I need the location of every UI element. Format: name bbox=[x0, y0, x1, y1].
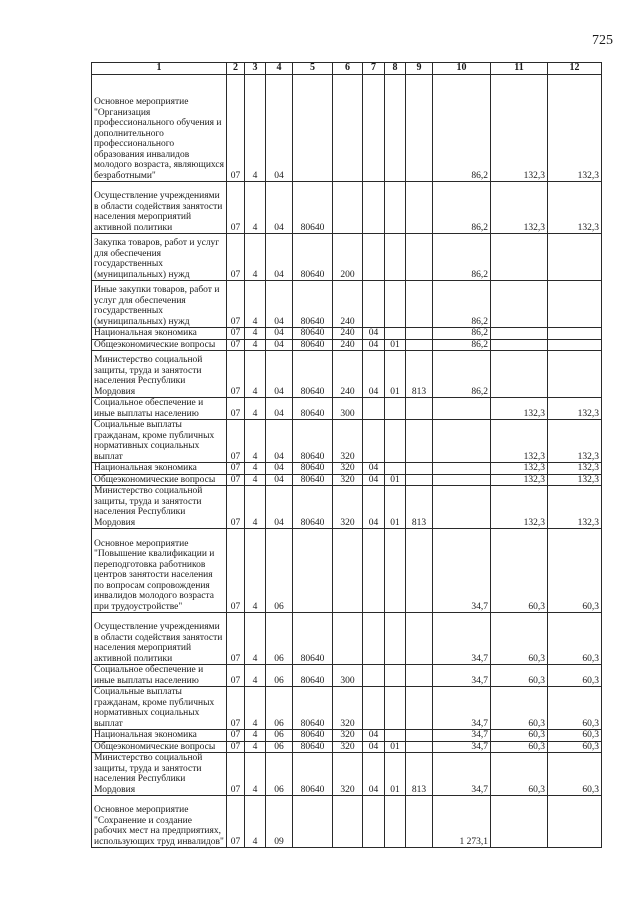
chapter-code: 07 bbox=[227, 474, 245, 486]
column-header: 2 bbox=[227, 63, 245, 75]
amount-col-12: 60,3 bbox=[548, 741, 602, 753]
amount-col-10 bbox=[433, 486, 491, 529]
amount-col-12: 132,3 bbox=[548, 474, 602, 486]
amount-col-11: 132,3 bbox=[491, 463, 548, 475]
division-code bbox=[363, 182, 385, 234]
amount-col-12: 132,3 bbox=[548, 75, 602, 182]
expense-type-code bbox=[333, 529, 363, 613]
subdivision-code bbox=[385, 613, 406, 665]
column-header: 11 bbox=[491, 63, 548, 75]
amount-col-11 bbox=[491, 234, 548, 281]
amount-col-11 bbox=[491, 351, 548, 398]
table-row bbox=[92, 730, 602, 742]
expense-type-code: 240 bbox=[333, 328, 363, 340]
division-code bbox=[363, 796, 385, 848]
expense-type-code: 320 bbox=[333, 486, 363, 529]
section-code: 4 bbox=[245, 486, 266, 529]
column-header: 12 bbox=[548, 63, 602, 75]
target-article-code: 80640 bbox=[293, 613, 333, 665]
section-code: 4 bbox=[245, 753, 266, 796]
subsection-code: 04 bbox=[266, 328, 293, 340]
amount-col-11: 132,3 bbox=[491, 474, 548, 486]
table-row bbox=[92, 741, 602, 753]
amount-col-12: 132,3 bbox=[548, 398, 602, 420]
table-row bbox=[92, 281, 602, 328]
chapter-code: 07 bbox=[227, 75, 245, 182]
amount-col-10: 1 273,1 bbox=[433, 796, 491, 848]
expense-type-code: 240 bbox=[333, 339, 363, 351]
subdivision-code bbox=[385, 730, 406, 742]
subsection-code: 06 bbox=[266, 529, 293, 613]
table-row bbox=[92, 182, 602, 234]
table-row bbox=[92, 529, 602, 613]
chapter-code: 07 bbox=[227, 687, 245, 730]
amount-col-10 bbox=[433, 463, 491, 475]
column-header: 9 bbox=[406, 63, 433, 75]
expense-type-code: 320 bbox=[333, 474, 363, 486]
row-name: Осуществление учреждениями в области содействия занятости населения мероприятий активной политики bbox=[92, 182, 227, 234]
amount-col-10 bbox=[433, 398, 491, 420]
amount-col-10 bbox=[433, 474, 491, 486]
section-code: 4 bbox=[245, 182, 266, 234]
chapter-code: 07 bbox=[227, 398, 245, 420]
amount-col-11: 60,3 bbox=[491, 753, 548, 796]
chapter-code: 07 bbox=[227, 486, 245, 529]
division-code: 04 bbox=[363, 339, 385, 351]
section-code: 4 bbox=[245, 328, 266, 340]
table-row bbox=[92, 753, 602, 796]
subsection-code: 04 bbox=[266, 339, 293, 351]
table-row bbox=[92, 665, 602, 687]
amount-col-11: 132,3 bbox=[491, 486, 548, 529]
target-article-code: 80640 bbox=[293, 420, 333, 463]
column-header: 4 bbox=[266, 63, 293, 75]
amount-col-12: 60,3 bbox=[548, 613, 602, 665]
row-name: Общеэкономические вопросы bbox=[92, 339, 227, 351]
amount-col-10: 86,2 bbox=[433, 182, 491, 234]
column-header: 10 bbox=[433, 63, 491, 75]
amount-col-10: 34,7 bbox=[433, 613, 491, 665]
row-name: Иные закупки товаров, работ и услуг для обеспечения государственных (муниципальных) нужд bbox=[92, 281, 227, 328]
division-code bbox=[363, 613, 385, 665]
chapter-code: 07 bbox=[227, 665, 245, 687]
row-name: Общеэкономические вопросы bbox=[92, 741, 227, 753]
target-article-code: 80640 bbox=[293, 730, 333, 742]
subdivision-code bbox=[385, 463, 406, 475]
target-article-code: 80640 bbox=[293, 328, 333, 340]
table-row bbox=[92, 328, 602, 340]
chapter-code: 07 bbox=[227, 328, 245, 340]
subsection-code: 04 bbox=[266, 234, 293, 281]
subdivision-code bbox=[385, 328, 406, 340]
section-code: 4 bbox=[245, 420, 266, 463]
amount-col-11: 132,3 bbox=[491, 75, 548, 182]
section-code: 4 bbox=[245, 339, 266, 351]
expense-type-code: 320 bbox=[333, 753, 363, 796]
row-name: Национальная экономика bbox=[92, 328, 227, 340]
amount-col-12 bbox=[548, 328, 602, 340]
section-code: 4 bbox=[245, 687, 266, 730]
amount-col-10: 34,7 bbox=[433, 687, 491, 730]
expense-type-code bbox=[333, 182, 363, 234]
amount-col-12: 60,3 bbox=[548, 753, 602, 796]
section-code: 4 bbox=[245, 730, 266, 742]
subdivision-code bbox=[385, 796, 406, 848]
division-code: 04 bbox=[363, 474, 385, 486]
ministry-code bbox=[406, 463, 433, 475]
section-code: 4 bbox=[245, 796, 266, 848]
division-code bbox=[363, 281, 385, 328]
table-row bbox=[92, 687, 602, 730]
amount-col-10: 86,2 bbox=[433, 234, 491, 281]
target-article-code: 80640 bbox=[293, 351, 333, 398]
ministry-code bbox=[406, 75, 433, 182]
amount-col-11: 60,3 bbox=[491, 687, 548, 730]
division-code: 04 bbox=[363, 753, 385, 796]
ministry-code bbox=[406, 730, 433, 742]
chapter-code: 07 bbox=[227, 796, 245, 848]
subdivision-code: 01 bbox=[385, 741, 406, 753]
column-header: 1 bbox=[92, 63, 227, 75]
row-name: Закупка товаров, работ и услуг для обеспечения государственных (муниципальных) нужд bbox=[92, 234, 227, 281]
row-name: Общеэкономические вопросы bbox=[92, 474, 227, 486]
subsection-code: 04 bbox=[266, 463, 293, 475]
subdivision-code bbox=[385, 420, 406, 463]
subdivision-code bbox=[385, 75, 406, 182]
amount-col-11: 60,3 bbox=[491, 741, 548, 753]
budget-table bbox=[91, 62, 602, 848]
subsection-code: 06 bbox=[266, 665, 293, 687]
amount-col-12: 60,3 bbox=[548, 529, 602, 613]
ministry-code bbox=[406, 234, 433, 281]
amount-col-11 bbox=[491, 796, 548, 848]
amount-col-10: 86,2 bbox=[433, 281, 491, 328]
chapter-code: 07 bbox=[227, 463, 245, 475]
amount-col-12: 60,3 bbox=[548, 730, 602, 742]
amount-col-11: 132,3 bbox=[491, 398, 548, 420]
target-article-code bbox=[293, 529, 333, 613]
section-code: 4 bbox=[245, 741, 266, 753]
subdivision-code bbox=[385, 529, 406, 613]
subdivision-code bbox=[385, 281, 406, 328]
amount-col-10: 34,7 bbox=[433, 665, 491, 687]
subsection-code: 04 bbox=[266, 75, 293, 182]
subdivision-code: 01 bbox=[385, 351, 406, 398]
ministry-code bbox=[406, 613, 433, 665]
column-header: 3 bbox=[245, 63, 266, 75]
table-row bbox=[92, 486, 602, 529]
subsection-code: 06 bbox=[266, 730, 293, 742]
ministry-code bbox=[406, 687, 433, 730]
page-number: 725 bbox=[592, 33, 613, 48]
ministry-code bbox=[406, 474, 433, 486]
division-code bbox=[363, 234, 385, 281]
subsection-code: 04 bbox=[266, 486, 293, 529]
subsection-code: 06 bbox=[266, 741, 293, 753]
amount-col-11: 60,3 bbox=[491, 613, 548, 665]
amount-col-12: 132,3 bbox=[548, 486, 602, 529]
amount-col-11: 60,3 bbox=[491, 730, 548, 742]
section-code: 4 bbox=[245, 474, 266, 486]
subdivision-code bbox=[385, 182, 406, 234]
chapter-code: 07 bbox=[227, 182, 245, 234]
subdivision-code: 01 bbox=[385, 486, 406, 529]
amount-col-10: 86,2 bbox=[433, 351, 491, 398]
amount-col-10: 86,2 bbox=[433, 75, 491, 182]
subsection-code: 04 bbox=[266, 474, 293, 486]
ministry-code bbox=[406, 339, 433, 351]
division-code: 04 bbox=[363, 741, 385, 753]
division-code bbox=[363, 75, 385, 182]
amount-col-12: 132,3 bbox=[548, 182, 602, 234]
table-body bbox=[92, 75, 602, 848]
chapter-code: 07 bbox=[227, 753, 245, 796]
chapter-code: 07 bbox=[227, 741, 245, 753]
row-name: Национальная экономика bbox=[92, 463, 227, 475]
amount-col-12 bbox=[548, 281, 602, 328]
division-code bbox=[363, 420, 385, 463]
division-code bbox=[363, 529, 385, 613]
column-header: 6 bbox=[333, 63, 363, 75]
division-code: 04 bbox=[363, 730, 385, 742]
ministry-code: 813 bbox=[406, 486, 433, 529]
target-article-code: 80640 bbox=[293, 753, 333, 796]
section-code: 4 bbox=[245, 463, 266, 475]
ministry-code bbox=[406, 420, 433, 463]
amount-col-11: 132,3 bbox=[491, 420, 548, 463]
amount-col-12 bbox=[548, 339, 602, 351]
expense-type-code: 320 bbox=[333, 741, 363, 753]
section-code: 4 bbox=[245, 529, 266, 613]
section-code: 4 bbox=[245, 281, 266, 328]
target-article-code: 80640 bbox=[293, 741, 333, 753]
row-name: Социальные выплаты гражданам, кроме публичных нормативных социальных выплат bbox=[92, 687, 227, 730]
target-article-code: 80640 bbox=[293, 687, 333, 730]
table-header-row bbox=[92, 63, 602, 75]
division-code bbox=[363, 687, 385, 730]
row-name: Министерство социальной защиты, труда и занятости населения Республики Мордовия bbox=[92, 351, 227, 398]
amount-col-11: 132,3 bbox=[491, 182, 548, 234]
target-article-code bbox=[293, 796, 333, 848]
section-code: 4 bbox=[245, 665, 266, 687]
subdivision-code bbox=[385, 398, 406, 420]
ministry-code bbox=[406, 281, 433, 328]
chapter-code: 07 bbox=[227, 339, 245, 351]
subsection-code: 06 bbox=[266, 753, 293, 796]
subdivision-code bbox=[385, 665, 406, 687]
subsection-code: 09 bbox=[266, 796, 293, 848]
amount-col-12 bbox=[548, 796, 602, 848]
expense-type-code bbox=[333, 796, 363, 848]
amount-col-11 bbox=[491, 328, 548, 340]
column-header: 7 bbox=[363, 63, 385, 75]
expense-type-code: 320 bbox=[333, 463, 363, 475]
target-article-code: 80640 bbox=[293, 665, 333, 687]
chapter-code: 07 bbox=[227, 234, 245, 281]
column-header: 5 bbox=[293, 63, 333, 75]
target-article-code: 80640 bbox=[293, 463, 333, 475]
ministry-code: 813 bbox=[406, 753, 433, 796]
row-name: Социальное обеспечение и иные выплаты населению bbox=[92, 398, 227, 420]
target-article-code: 80640 bbox=[293, 339, 333, 351]
table-row bbox=[92, 339, 602, 351]
row-name: Социальные выплаты гражданам, кроме публичных нормативных социальных выплат bbox=[92, 420, 227, 463]
amount-col-12 bbox=[548, 234, 602, 281]
division-code bbox=[363, 665, 385, 687]
subsection-code: 06 bbox=[266, 687, 293, 730]
amount-col-12: 132,3 bbox=[548, 420, 602, 463]
subdivision-code: 01 bbox=[385, 753, 406, 796]
amount-col-10: 34,7 bbox=[433, 730, 491, 742]
subsection-code: 06 bbox=[266, 613, 293, 665]
division-code: 04 bbox=[363, 463, 385, 475]
ministry-code bbox=[406, 182, 433, 234]
target-article-code: 80640 bbox=[293, 182, 333, 234]
chapter-code: 07 bbox=[227, 529, 245, 613]
ministry-code bbox=[406, 328, 433, 340]
ministry-code bbox=[406, 398, 433, 420]
row-name: Национальная экономика bbox=[92, 730, 227, 742]
ministry-code: 813 bbox=[406, 351, 433, 398]
amount-col-11 bbox=[491, 339, 548, 351]
expense-type-code: 300 bbox=[333, 665, 363, 687]
expense-type-code: 320 bbox=[333, 420, 363, 463]
subdivision-code bbox=[385, 234, 406, 281]
table-row bbox=[92, 398, 602, 420]
table-row bbox=[92, 474, 602, 486]
expense-type-code: 320 bbox=[333, 687, 363, 730]
row-name: Основное мероприятие "Сохранение и создание рабочих мест на предприятиях, использующих труд инвалидов" bbox=[92, 796, 227, 848]
subsection-code: 04 bbox=[266, 182, 293, 234]
amount-col-11: 60,3 bbox=[491, 665, 548, 687]
target-article-code: 80640 bbox=[293, 281, 333, 328]
amount-col-12: 132,3 bbox=[548, 463, 602, 475]
row-name: Социальное обеспечение и иные выплаты населению bbox=[92, 665, 227, 687]
subdivision-code bbox=[385, 687, 406, 730]
section-code: 4 bbox=[245, 234, 266, 281]
division-code bbox=[363, 398, 385, 420]
amount-col-10: 86,2 bbox=[433, 339, 491, 351]
table-row bbox=[92, 420, 602, 463]
amount-col-12 bbox=[548, 351, 602, 398]
expense-type-code bbox=[333, 75, 363, 182]
ministry-code bbox=[406, 741, 433, 753]
section-code: 4 bbox=[245, 613, 266, 665]
table-row bbox=[92, 234, 602, 281]
section-code: 4 bbox=[245, 398, 266, 420]
subsection-code: 04 bbox=[266, 351, 293, 398]
division-code: 04 bbox=[363, 351, 385, 398]
table-row bbox=[92, 613, 602, 665]
subsection-code: 04 bbox=[266, 398, 293, 420]
amount-col-10: 86,2 bbox=[433, 328, 491, 340]
expense-type-code: 320 bbox=[333, 730, 363, 742]
chapter-code: 07 bbox=[227, 613, 245, 665]
target-article-code: 80640 bbox=[293, 486, 333, 529]
table-row bbox=[92, 463, 602, 475]
section-code: 4 bbox=[245, 75, 266, 182]
amount-col-10 bbox=[433, 420, 491, 463]
chapter-code: 07 bbox=[227, 351, 245, 398]
subdivision-code: 01 bbox=[385, 339, 406, 351]
table-row bbox=[92, 75, 602, 182]
amount-col-12: 60,3 bbox=[548, 687, 602, 730]
division-code: 04 bbox=[363, 328, 385, 340]
target-article-code: 80640 bbox=[293, 234, 333, 281]
row-name: Основное мероприятие "Повышение квалификации и переподготовка работников центров занятости населения по вопросам сопровождения инвалидов молодого возраста при трудоустройстве" bbox=[92, 529, 227, 613]
amount-col-10: 34,7 bbox=[433, 741, 491, 753]
table-row bbox=[92, 351, 602, 398]
target-article-code bbox=[293, 75, 333, 182]
chapter-code: 07 bbox=[227, 730, 245, 742]
expense-type-code: 300 bbox=[333, 398, 363, 420]
subsection-code: 04 bbox=[266, 281, 293, 328]
target-article-code: 80640 bbox=[293, 474, 333, 486]
row-name: Осуществление учреждениями в области содействия занятости населения мероприятий активной политики bbox=[92, 613, 227, 665]
amount-col-11: 60,3 bbox=[491, 529, 548, 613]
ministry-code bbox=[406, 529, 433, 613]
amount-col-12: 60,3 bbox=[548, 665, 602, 687]
subdivision-code: 01 bbox=[385, 474, 406, 486]
ministry-code bbox=[406, 665, 433, 687]
column-header: 8 bbox=[385, 63, 406, 75]
expense-type-code: 200 bbox=[333, 234, 363, 281]
amount-col-11 bbox=[491, 281, 548, 328]
expense-type-code: 240 bbox=[333, 351, 363, 398]
row-name: Министерство социальной защиты, труда и занятости населения Республики Мордовия bbox=[92, 486, 227, 529]
table-row bbox=[92, 796, 602, 848]
ministry-code bbox=[406, 796, 433, 848]
chapter-code: 07 bbox=[227, 420, 245, 463]
amount-col-10: 34,7 bbox=[433, 753, 491, 796]
expense-type-code: 240 bbox=[333, 281, 363, 328]
division-code: 04 bbox=[363, 486, 385, 529]
row-name: Министерство социальной защиты, труда и занятости населения Республики Мордовия bbox=[92, 753, 227, 796]
section-code: 4 bbox=[245, 351, 266, 398]
row-name: Основное мероприятие "Организация профессионального обучения и дополнительного профессионального образования инвалидов молодого возраста, являющихся безработными" bbox=[92, 75, 227, 182]
amount-col-10: 34,7 bbox=[433, 529, 491, 613]
target-article-code: 80640 bbox=[293, 398, 333, 420]
expense-type-code bbox=[333, 613, 363, 665]
chapter-code: 07 bbox=[227, 281, 245, 328]
subsection-code: 04 bbox=[266, 420, 293, 463]
